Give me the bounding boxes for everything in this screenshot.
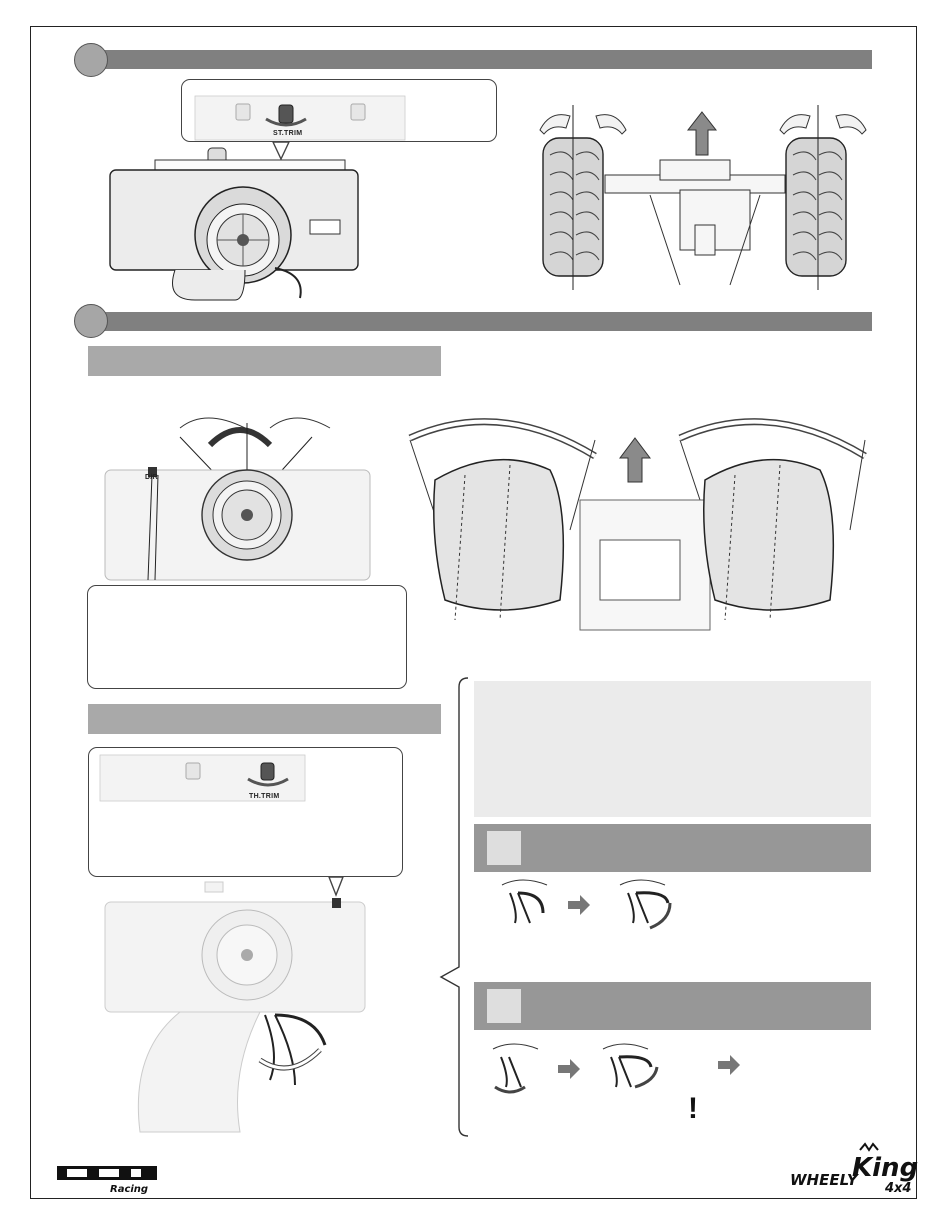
- section-1-bar: [90, 50, 872, 69]
- dual-rate-sub-bar: [88, 346, 441, 376]
- step-arrow: [568, 895, 590, 915]
- section-2-bar: [90, 312, 872, 331]
- chassis: [605, 160, 785, 285]
- step-2-box: [487, 989, 521, 1023]
- wheely-king-logo: [790, 1142, 920, 1194]
- transmitter-throttle-view: [100, 880, 380, 1140]
- truck-front-view-trim: [530, 100, 870, 300]
- left-tire: [540, 105, 626, 290]
- st-trim-top-label: ST.TRIM: [273, 130, 303, 137]
- svg-text:4x4: 4x4: [885, 1181, 912, 1196]
- th-trim-top-label: TH.TRIM: [249, 793, 280, 800]
- right-tire: [780, 105, 866, 290]
- step-arrow: [558, 1059, 580, 1079]
- throttle-info-panel: [474, 681, 871, 817]
- step-1-bar: [474, 824, 871, 872]
- step-1-trigger-diagram: [490, 873, 690, 938]
- dr-label: D/R: [145, 474, 158, 481]
- transmitter-dual-rate-view: [100, 415, 380, 585]
- step-arrow: [718, 1055, 740, 1075]
- step-2-bar: [474, 982, 871, 1030]
- forward-arrow: [688, 112, 716, 155]
- forward-arrow: [620, 438, 650, 482]
- svg-text:WHEELY: WHEELY: [790, 1171, 858, 1189]
- hpi-racing-logo: [55, 1160, 165, 1200]
- truck-steering-angle-view: [400, 420, 880, 635]
- step-1-box: [487, 831, 521, 865]
- throttle-trim-sub-bar: [88, 704, 441, 734]
- svg-text:King: King: [852, 1153, 919, 1183]
- transmitter-top-view: [105, 140, 365, 300]
- bracket: [430, 676, 470, 1138]
- svg-text:Racing: Racing: [110, 1184, 149, 1195]
- step-2-trigger-diagram: [485, 1037, 755, 1102]
- section-2-marker: [74, 304, 108, 338]
- dual-rate-callout: [87, 585, 407, 689]
- section-1-marker: [74, 43, 108, 77]
- th-trim-callout-art: [88, 747, 403, 897]
- warning-mark: !: [688, 1092, 698, 1125]
